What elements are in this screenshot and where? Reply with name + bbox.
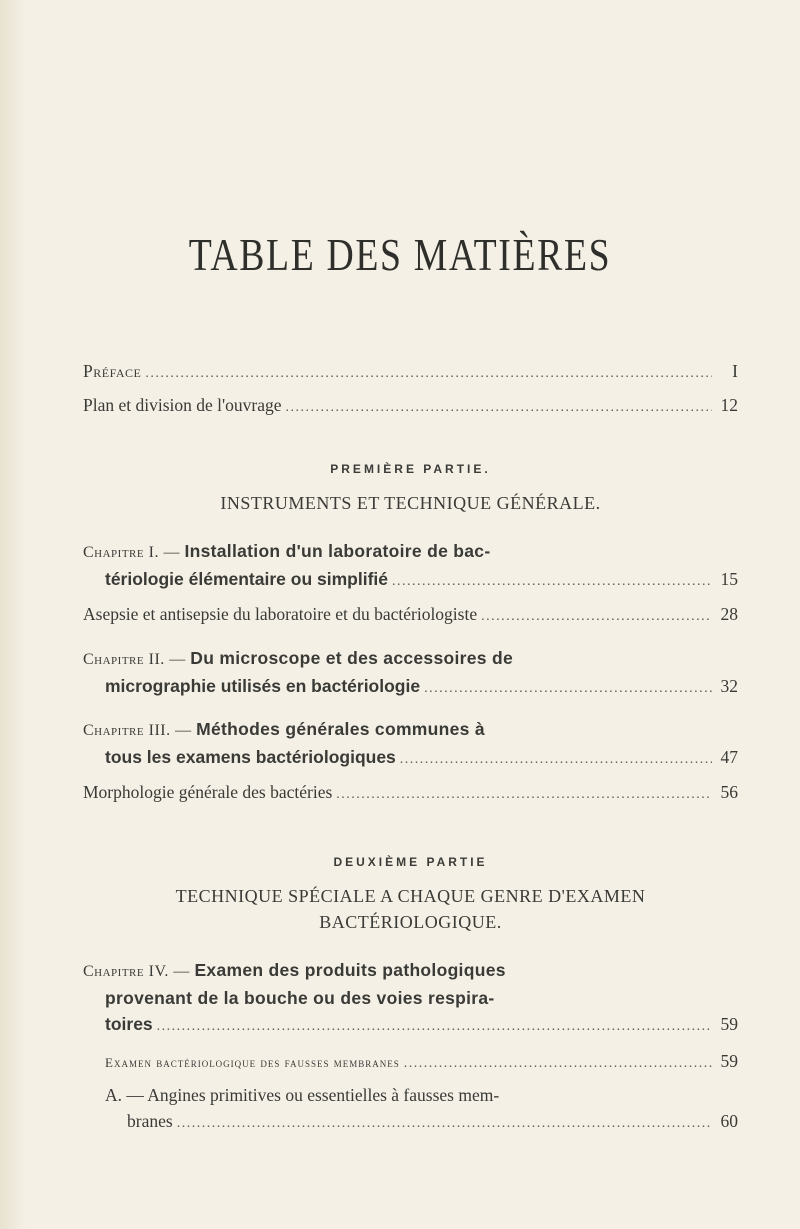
part-two-heading: DEUXIÈME PARTIE: [333, 855, 488, 869]
toc-entry-label: Asepsie et antisepsie du laboratoire et du bactériologiste: [83, 604, 478, 624]
toc-entry-label: Préface: [83, 361, 142, 381]
page-title: TABLE DES MATIÈRES: [188, 229, 612, 280]
chapter-title-line: micrographie utilisés en bactériologie: [105, 676, 421, 696]
toc-entry-plan: [83, 392, 738, 421]
chapter-title-line: tous les examens bactériologiques: [105, 747, 396, 767]
toc-page-number: I: [732, 361, 738, 381]
part-one-title: INSTRUMENTS ET TECHNIQUE GÉNÉRALE.: [220, 493, 601, 513]
dot-leader: [157, 1014, 712, 1040]
dot-leader: [286, 395, 712, 421]
toc-entry-examen: [83, 1048, 738, 1077]
toc-entry-label: branes: [127, 1111, 173, 1131]
toc-entry-label: Plan et division de l'ouvrage: [83, 395, 282, 415]
chapter-title-line: Examen des produits pathologiques: [194, 960, 506, 980]
dot-leader: [424, 676, 712, 702]
toc-page-number: 59: [720, 1051, 738, 1071]
table-of-contents: [83, 358, 738, 1137]
toc-entry-label: Examen bactériologique des fausses membranes: [105, 1055, 400, 1070]
toc-entry-preface: [83, 358, 738, 387]
chapter-title-line: provenant de la bouche ou des voies respira-: [105, 988, 495, 1008]
toc-chapter-1: [83, 538, 738, 595]
part-two-title-line: BACTÉRIOLOGIQUE.: [319, 912, 502, 932]
dot-leader: [481, 604, 712, 630]
chapter-label: Chapitre I. —: [83, 544, 185, 561]
dot-leader: [404, 1051, 712, 1077]
chapter-title-line: toires: [105, 1014, 153, 1034]
chapter-title-line: tériologie élémentaire ou simplifié: [105, 569, 388, 589]
toc-page-number: 32: [720, 676, 738, 696]
dot-leader: [400, 747, 712, 773]
toc-page-number: 56: [720, 782, 738, 802]
dot-leader: [336, 782, 712, 808]
toc-page-number: 47: [720, 747, 738, 767]
toc-chapter-3: [83, 716, 738, 773]
chapter-label: Chapitre IV. —: [83, 963, 195, 980]
toc-page-number: 60: [720, 1111, 738, 1131]
page-edge-shadow: [0, 0, 26, 1229]
chapter-title-line: Méthodes générales communes à: [196, 719, 485, 739]
chapter-title-line: Installation d'un laboratoire de bac-: [184, 541, 491, 561]
toc-page-number: 59: [720, 1014, 738, 1034]
toc-page-number: 15: [720, 569, 738, 589]
toc-chapter-2: [83, 645, 738, 702]
toc-page-number: 12: [720, 395, 738, 415]
dot-leader: [145, 361, 712, 387]
chapter-label: Chapitre III. —: [83, 722, 197, 739]
toc-entry-morphologie: [83, 779, 738, 808]
toc-entry-angines: [83, 1082, 738, 1137]
chapter-label: Chapitre II. —: [83, 651, 191, 668]
dot-leader: [392, 569, 712, 595]
part-one-heading: PREMIÈRE PARTIE.: [330, 462, 491, 476]
toc-entry-label: A. — Angines primitives ou essentielles à fausses mem-: [105, 1085, 500, 1105]
chapter-title-line: Du microscope et des accessoires de: [190, 648, 514, 668]
part-two-title-line: TECHNIQUE SPÉCIALE A CHAQUE GENRE D'EXAMEN: [175, 886, 646, 906]
dot-leader: [177, 1111, 712, 1137]
toc-entry-asepsie: [83, 601, 738, 630]
toc-entry-label: Morphologie générale des bactéries: [83, 782, 333, 802]
toc-page-number: 28: [720, 604, 738, 624]
toc-chapter-4: [83, 957, 738, 1040]
